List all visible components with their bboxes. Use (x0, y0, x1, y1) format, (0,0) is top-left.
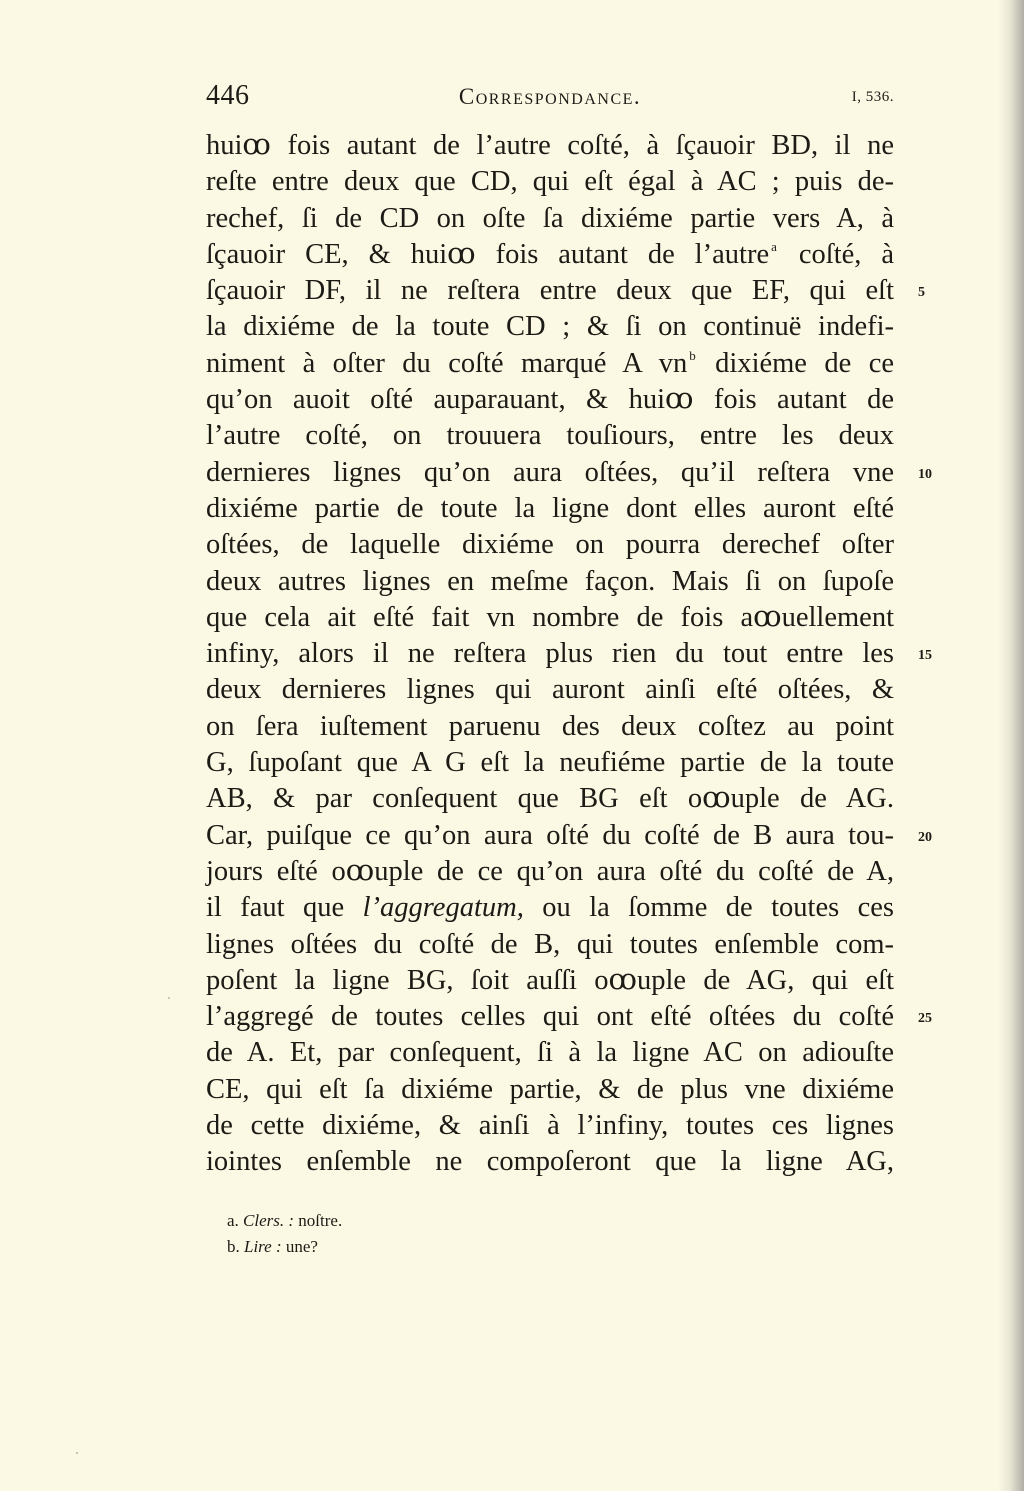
margin-line-number: 25 (918, 1011, 932, 1026)
text-line: AB, & par conſequent que BG eſt oꝏuple de AG. (206, 783, 894, 815)
footnote-b (227, 1234, 342, 1260)
page-number: 446 (206, 80, 250, 111)
text-line: reſte entre deux que CD, qui eſt égal à AC ; puis de- (206, 166, 894, 198)
margin-line-number: 20 (918, 830, 932, 845)
running-title: Correspondance. (458, 84, 642, 109)
text-segment: dixiéme de ce (715, 347, 894, 379)
page-edge-shadow (998, 0, 1024, 1491)
paper-speck (76, 1452, 78, 1454)
text-line: la dixiéme de la toute CD ; & ſi on continuë indefi- (206, 311, 894, 343)
text-line: deux autres lignes en meſme façon. Mais ſi on ſupoſe (206, 565, 894, 597)
text-line: l’autre coſté, on trouuera touſiours, entre les deux (206, 420, 894, 452)
text-line: jours eſté oꝏuple de ce qu’on aura oſté du coſté de A, (206, 855, 894, 887)
page-header (206, 80, 894, 120)
text-line: dernieres lignes qu’on aura oſtées, qu’il reſtera vne (206, 456, 894, 488)
text-line (206, 890, 894, 926)
footnote-mark-b: b (689, 347, 696, 363)
letter-body (206, 128, 894, 1181)
footnote-text: noſtre. (298, 1211, 343, 1230)
text-line: que cela ait eſté fait vn nombre de fois aꝏuellement (206, 601, 894, 633)
text-segment: niment à oſter du coſté marqué A vn (206, 347, 688, 379)
margin-line-number: 15 (918, 648, 932, 663)
text-line: l’aggregé de toutes celles qui ont eſté oſtées du coſté (206, 1001, 894, 1033)
footnote-source: Lire : (244, 1237, 282, 1256)
paper-speck (168, 997, 170, 999)
italic-term: l’aggregatum, (362, 892, 524, 924)
text-line: ſçauoir DF, il ne reſtera entre deux que EF, qui eſt (206, 275, 894, 307)
text-line: poſent la ligne BG, ſoit auſſi oꝏuple de AG, qui eſt (206, 964, 894, 996)
text-line: on ſera iuſtement paruenu des deux coſtez au point (206, 710, 894, 742)
text-line: de A. Et, par conſequent, ſi à la ligne AC on adiouſte (206, 1037, 894, 1069)
footnote-mark: a. (227, 1211, 239, 1230)
text-line: iointes enſemble ne compoſeront que la ligne AG, (206, 1146, 894, 1178)
footnote-a (227, 1208, 342, 1234)
footnote-mark: b. (227, 1237, 240, 1256)
text-line: de cette dixiéme, & ainſi à l’infiny, toutes ces lignes (206, 1110, 894, 1142)
footnote-text: une? (285, 1237, 318, 1256)
text-line: qu’on auoit oſté auparauant, & huiꝏ fois autant de (206, 384, 894, 416)
text-line: deux dernieres lignes qui auront ainſi eſté oſtées, & (206, 674, 894, 706)
text-line: oſtées, de laquelle dixiéme on pourra derechef oſter (206, 529, 894, 561)
margin-line-number: 5 (918, 285, 925, 300)
text-line: CE, qui eſt ſa dixiéme partie, & de plus vne dixiéme (206, 1073, 894, 1105)
footnotes (227, 1208, 342, 1260)
text-line (206, 346, 894, 382)
text-line: dixiéme partie de toute la ligne dont elles auront eſté (206, 492, 894, 524)
text-line: huiꝏ fois autant de l’autre coſté, à ſçauoir BD, il ne (206, 130, 894, 161)
text-line: G, ſupoſant que A G eſt la neufiéme partie de la toute (206, 747, 894, 779)
text-line: lignes oſtées du coſté de B, qui toutes enſemble com- (206, 928, 894, 960)
footnote-mark-a: a (771, 238, 777, 254)
text-line: infiny, alors il ne reſtera plus rien du tout entre les (206, 638, 894, 670)
footnote-source: Clers. : (243, 1211, 295, 1230)
text-line: Car, puiſque ce qu’on aura oſté du coſté de B aura tou- (206, 819, 894, 851)
letter-reference: I, 536. (851, 89, 894, 105)
text-segment: coſté, à (798, 238, 894, 270)
text-segment: il faut que (206, 892, 345, 924)
text-line: rechef, ſi de CD on oſte ſa dixiéme partie vers A, à (206, 202, 894, 234)
margin-line-number: 10 (918, 467, 932, 482)
text-segment: ou la ſomme de toutes ces (542, 892, 895, 924)
text-line (206, 237, 894, 273)
text-segment: ſçauoir CE, & huiꝏ fois autant de l’autre (206, 238, 770, 270)
